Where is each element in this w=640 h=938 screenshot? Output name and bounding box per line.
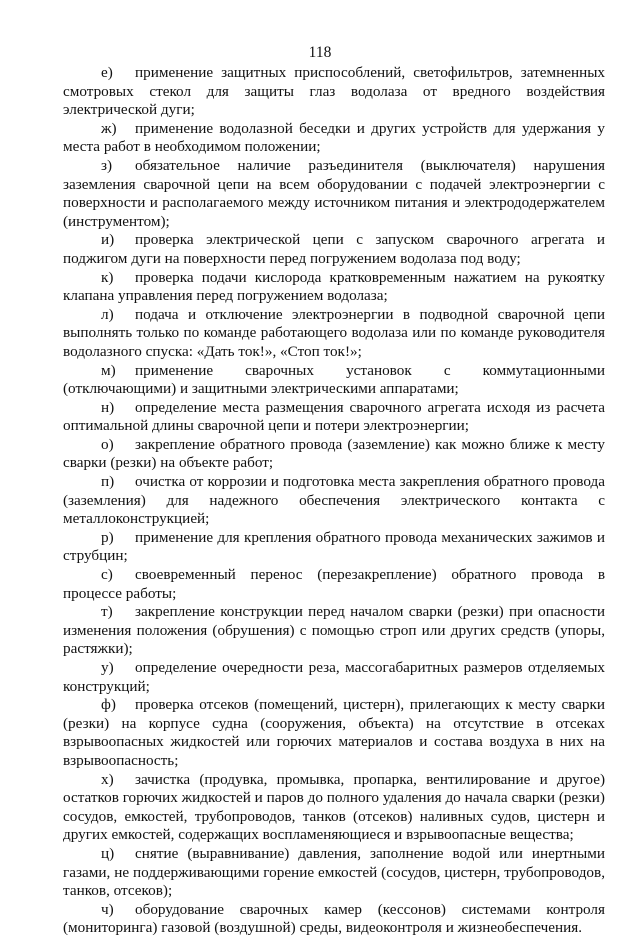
list-item-n	[63, 399, 605, 436]
item-marker: з)	[101, 156, 113, 174]
list-item-m	[63, 362, 605, 399]
item-marker: и)	[101, 231, 115, 249]
item-marker: ж)	[101, 119, 117, 137]
list-item-kh	[63, 771, 605, 845]
list-item-ts	[63, 845, 605, 901]
list-item-i	[63, 231, 605, 268]
item-text: снятие (выравнивание) давления, заполнение водой или инертными газами, не поддерживающими горение емкостей (сосудов, цистерн, трубопроводов, танков, отсеков);	[63, 844, 605, 900]
item-text: проверка подачи кислорода кратковременным нажатием на рукоятку клапана управления перед погружением водолаза;	[63, 268, 605, 305]
item-marker: н)	[101, 398, 115, 416]
item-text: подача и отключение электроэнергии в подводной сварочной цепи выполнять только по команде работающего водолаза или по команде руководителя водолазного спуска: «Дать ток!», «Стоп ток!»;	[63, 305, 605, 360]
item-text: проверка электрической цепи с запуском сварочного агрегата и поджигом дуги на поверхности перед погружением водолаза под воду;	[63, 231, 605, 267]
list-item-r	[63, 529, 605, 566]
item-text: закрепление конструкции перед началом сварки (резки) при опасности изменения положения (обрушения) с помощью строп или других средств (упоры, растяжки);	[63, 603, 605, 658]
list-item-t	[63, 603, 605, 659]
item-text: применение защитных приспособлений, светофильтров, затемненных смотровых стекол для защиты глаз водолаза от вредного воздействия электрической дуги;	[63, 64, 605, 119]
requirements-list	[63, 64, 605, 938]
item-marker: п)	[101, 473, 115, 491]
item-marker: о)	[101, 435, 114, 453]
item-text: обязательное наличие разъединителя (выключателя) нарушения заземления сварочной цепи на всем оборудовании с подачей электроэнергии с поверхности и располагаемого между источником питания и электрододержателем (инструментом);	[63, 156, 605, 230]
item-text: очистка от коррозии и подготовка места закрепления обратного провода (заземления) для надежного обеспечения электрического контакта с металлоконструкцией;	[63, 473, 605, 528]
item-marker: ц)	[101, 844, 115, 862]
item-marker: с)	[101, 566, 113, 584]
list-item-f	[63, 696, 605, 770]
item-text: определение очередности реза, массогабаритных размеров отделяемых конструкций;	[63, 659, 605, 695]
item-text: своевременный перенос (перезакрепление) обратного провода в процессе работы;	[63, 566, 605, 602]
list-item-o	[63, 436, 605, 473]
item-marker: ф)	[101, 696, 116, 714]
item-marker: е)	[101, 64, 113, 81]
item-marker: м)	[101, 361, 116, 379]
item-marker: ч)	[101, 900, 114, 918]
list-item-p	[63, 473, 605, 529]
item-text: применение сварочных установок с коммутационными (отключающими) и защитными электрическими аппаратами;	[63, 361, 605, 398]
list-item-zh	[63, 120, 605, 157]
item-text: проверка отсеков (помещений, цистерн), прилегающих к месту сварки (резки) на корпусе судна (сооружения, объекта) на отсутствие в отсеках взрывоопасных жидкостей или горючих материалов и состава воздуха в них на взрывоопасность;	[63, 696, 605, 769]
item-marker: р)	[101, 528, 114, 546]
list-item-k	[63, 269, 605, 306]
item-marker: т)	[101, 603, 113, 621]
list-item-ch	[63, 901, 605, 938]
item-marker: у)	[101, 659, 114, 676]
list-item-u	[63, 659, 605, 696]
item-marker: л)	[101, 305, 114, 323]
item-text: оборудование сварочных камер (кессонов) системами контроля (мониторинга) газовой (воздушной) среды, видеоконтроля и жизнеобеспечения.	[63, 900, 605, 937]
item-text: зачистка (продувка, промывка, пропарка, вентилирование и другое) остатков горючих жидкостей и паров до полного удаления до начала сварки (резки) сосудов, емкостей, трубопроводов, танков (отсеков) наливных судов, цистерн и других емкостей, содержащих воспламеняющиеся и взрывоопасные вещества;	[63, 770, 605, 844]
item-marker: х)	[101, 770, 114, 788]
item-text: закрепление обратного провода (заземление) как можно ближе к месту сварки (резки) на объекте работ;	[63, 435, 605, 472]
item-text: применение водолазной беседки и других устройств для удержания у места работ в необходимом положении;	[63, 119, 605, 156]
item-text: применение для крепления обратного провода механических зажимов и струбцин;	[63, 528, 605, 565]
list-item-s	[63, 566, 605, 603]
list-item-e	[63, 64, 605, 120]
list-item-l	[63, 306, 605, 362]
list-item-z	[63, 157, 605, 231]
item-marker: к)	[101, 268, 114, 286]
page-number: 118	[308, 44, 332, 61]
item-text: определение места размещения сварочного агрегата исходя из расчета оптимальной длины сварочной цепи и потери электроэнергии;	[63, 398, 605, 435]
